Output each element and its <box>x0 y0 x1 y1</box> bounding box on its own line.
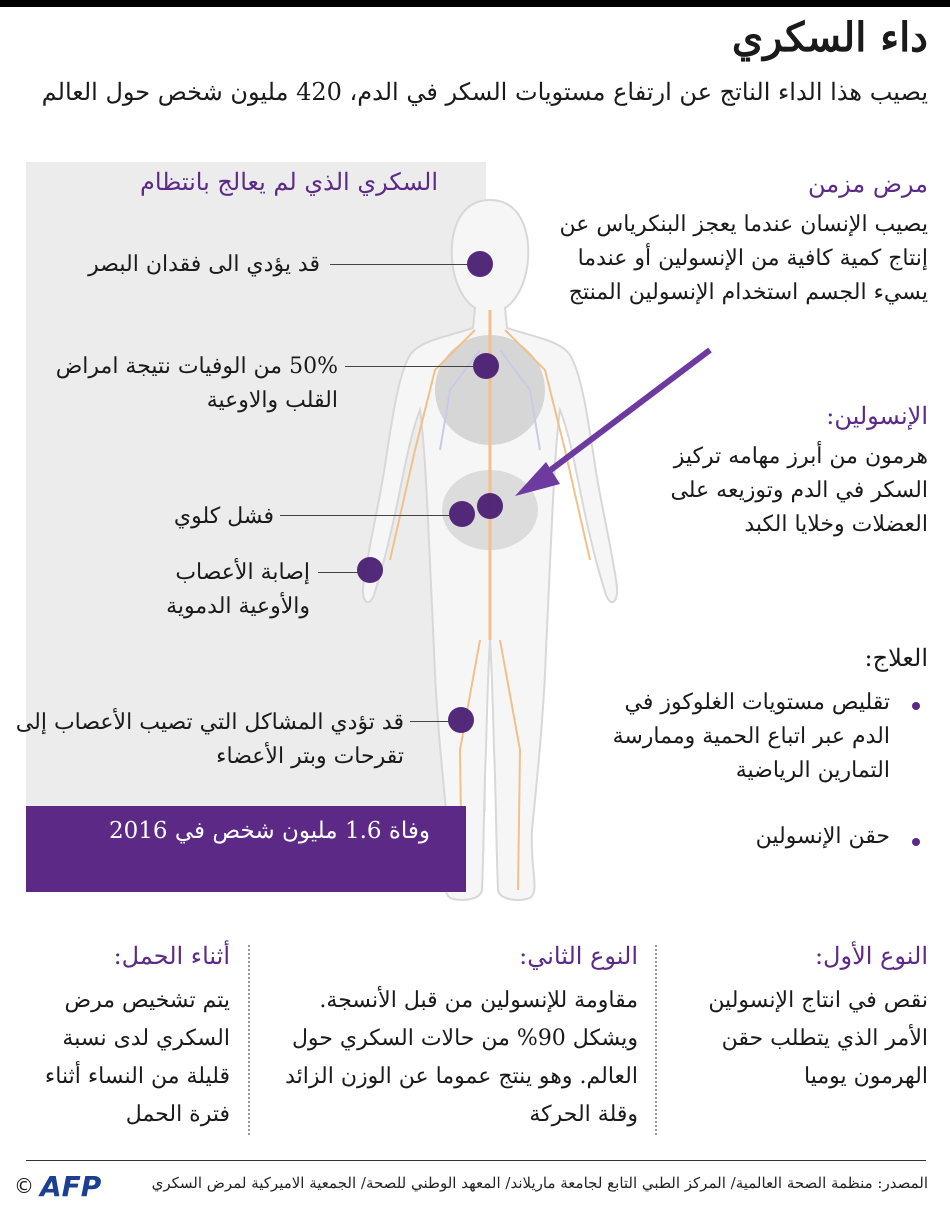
top-rule <box>0 0 950 7</box>
panel-heading: السكري الذي لم يعالج بانتظام <box>140 168 438 196</box>
footer-rule <box>26 1160 926 1161</box>
bullet-icon <box>912 838 920 846</box>
callout-nerves: إصابة الأعصاب والأوعية الدموية <box>166 560 310 619</box>
copyright-icon: © <box>14 1174 34 1198</box>
leader-line <box>410 721 450 722</box>
page-title: داء السكري <box>731 14 928 61</box>
leader-line <box>318 572 358 573</box>
gestational-heading: أثناء الحمل: <box>113 942 230 970</box>
callout-kidney: فشل كلوي <box>173 504 274 529</box>
insulin-heading: الإنسولين: <box>826 402 928 430</box>
insulin-text: هرمون من أبرز مهامه تركيز السكر في الدم وتوزيعه على العضلات وخلايا الكبد <box>670 444 928 537</box>
chronic-text: يصيب الإنسان عندما يعجز البنكرياس عن إنتاج كمية كافية من الإنسولين أو عندما يسيء الجسم استخدام الإنسولين المنتج <box>559 212 928 305</box>
source-note: المصدر: منظمة الصحة العالمية/ المركز الطبي التابع لجامعة ماريلاند/ المعهد الوطني للصحة/ الجمعية الاميركية لمرض السكري <box>151 1174 928 1192</box>
type2-text: مقاومة للإنسولين من قبل الأنسجة. ويشكل 90% من حالات السكري حول العالم. وهو ينتج عموما عن الوزن الزائد وقلة الحركة <box>285 988 638 1127</box>
afp-logo: AFP <box>40 1170 102 1203</box>
leader-line <box>345 366 473 367</box>
type1-text: نقص في انتاج الإنسولين الأمر الذي يتطلب حقن الهرمون يوميا <box>708 988 928 1089</box>
type1-heading: النوع الأول: <box>814 942 928 970</box>
column-divider <box>248 945 250 1135</box>
bullet-icon <box>912 702 920 710</box>
treatment-item-2: حقن الإنسولين <box>755 824 890 849</box>
column-divider <box>655 945 657 1135</box>
treatment-item-1: تقليص مستويات الغلوكوز في الدم عبر اتباع الحمية وممارسة التمارين الرياضية <box>612 690 890 783</box>
type2-heading: النوع الثاني: <box>519 942 638 970</box>
deaths-text: وفاة 1.6 مليون شخص في 2016 <box>109 818 430 844</box>
leader-line <box>330 264 468 265</box>
gestational-text: يتم تشخيص مرض السكري لدى نسبة قليلة من النساء أثناء فترة الحمل <box>44 988 230 1127</box>
leader-line <box>280 515 450 516</box>
chronic-heading: مرض مزمن <box>808 170 928 198</box>
callout-amputation: قد تؤدي المشاكل التي تصيب الأعصاب إلى تقرحات وبتر الأعضاء <box>15 710 404 769</box>
page-subtitle: يصيب هذا الداء الناتج عن ارتفاع مستويات السكر في الدم، 420 مليون شخص حول العالم <box>41 78 928 106</box>
callout-vision: قد يؤدي الى فقدان البصر <box>88 252 320 277</box>
treatment-heading: العلاج: <box>864 644 928 672</box>
callout-heart: 50% من الوفيات نتيجة امراض القلب والاوعية <box>55 354 338 413</box>
